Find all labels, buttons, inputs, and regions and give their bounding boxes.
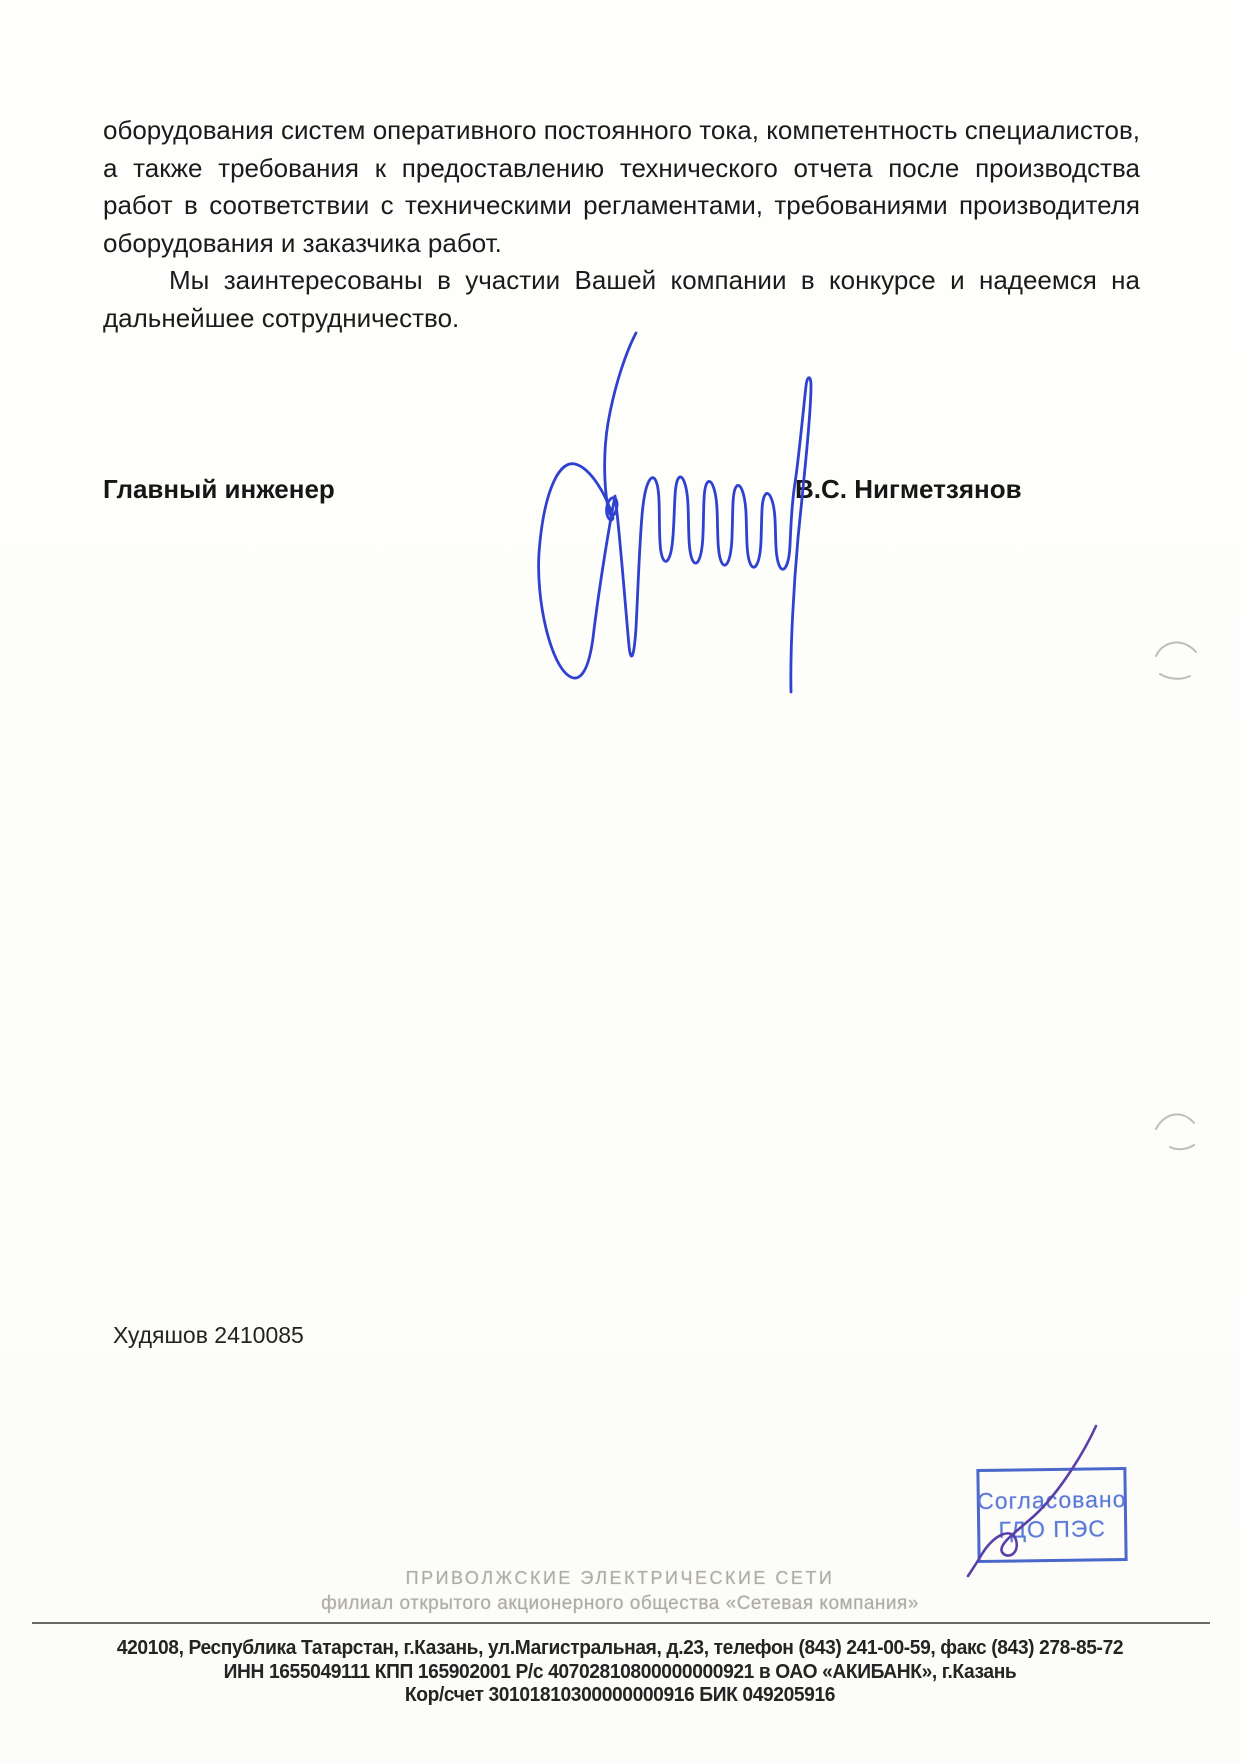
punch-hole-arc bbox=[1156, 1114, 1194, 1149]
body-paragraph-1: оборудования систем оперативного постоянного тока, компетентность специалистов, а также требования к предоставлению технического отчета после производства работ в соответствии с техническими регламентами, требованиями производителя оборудования и заказчика работ. bbox=[103, 115, 1140, 258]
stamp-text-line-1: Согласовано bbox=[976, 1485, 1127, 1515]
signatory-title: Главный инженер bbox=[103, 474, 335, 504]
footer-organization-subtitle: филиал открытого акционерного общества «Сетевая компания» bbox=[321, 1593, 919, 1614]
footer-organization-name: ПРИВОЛЖСКИЕ ЭЛЕКТРИЧЕСКИЕ СЕТИ bbox=[405, 1568, 835, 1588]
footer-address-line-2: ИНН 1655049111 КПП 165902001 Р/с 40702810800000000921 в ОАО «АКИБАНК», г.Казань bbox=[223, 1661, 1017, 1683]
executor-line: Худяшов 2410085 bbox=[113, 1322, 304, 1348]
punch-hole-artifact bbox=[1150, 1103, 1210, 1163]
signature-stroke bbox=[539, 333, 811, 692]
body-paragraph-2: Мы заинтересованы в участии Вашей компании в конкурсе и надеемся на дальнейшее сотрудничество. bbox=[103, 265, 1140, 333]
punch-hole-artifact bbox=[1148, 628, 1208, 688]
punch-hole-arc bbox=[1156, 642, 1196, 678]
footer-address-line-1: 420108, Республика Татарстан, г.Казань, ул.Магистральная, д.23, телефон (843) 241-00-59, факс (843) 278-85-72 bbox=[116, 1637, 1124, 1659]
signatory-name: В.С. Нигметзянов bbox=[795, 474, 1022, 504]
stamp-pen-stroke bbox=[968, 1426, 1096, 1576]
footer-address-line-3: Кор/счет 30101810300000000916 БИК 049205916 bbox=[404, 1684, 836, 1706]
handwritten-signature-ink bbox=[495, 328, 875, 710]
letter-body bbox=[103, 112, 1140, 337]
stamp-pen-signature-ink bbox=[950, 1412, 1150, 1582]
stamp-text-line-2: ГДО ПЭС bbox=[998, 1515, 1107, 1543]
footer-divider-line bbox=[32, 1622, 1210, 1624]
